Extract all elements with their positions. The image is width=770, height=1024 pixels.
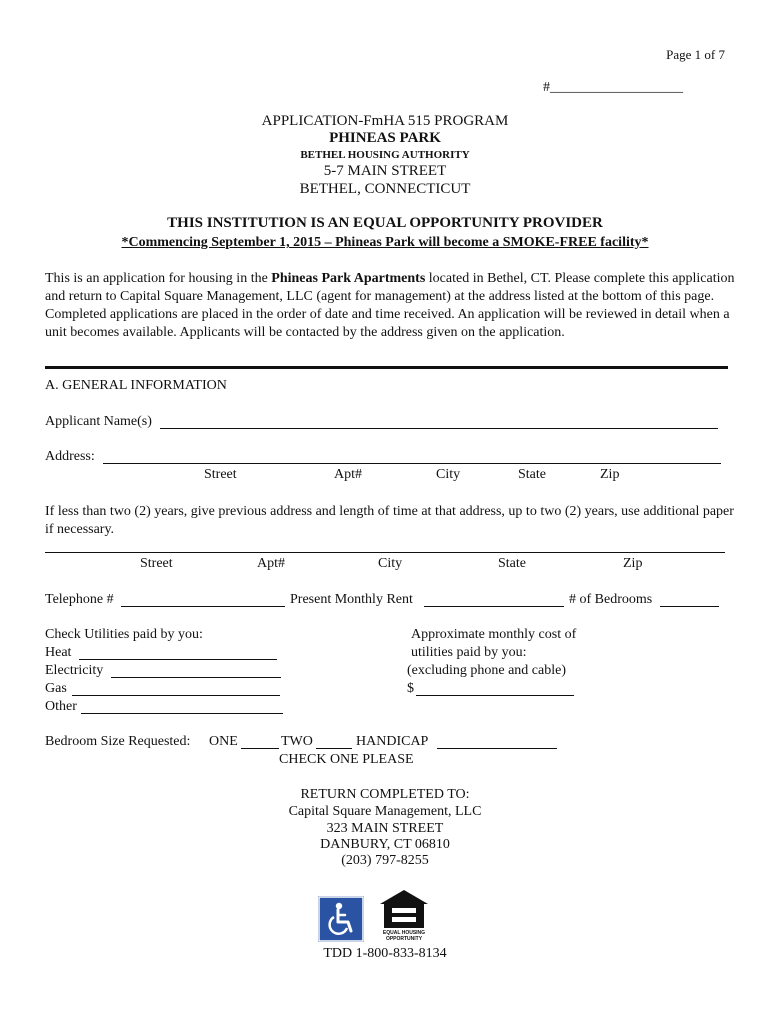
bedrooms-label: # of Bedrooms (569, 592, 653, 607)
return-heading: RETURN COMPLETED TO: (300, 787, 470, 802)
telephone-label: Telephone # (45, 592, 114, 607)
utility-cost-label-3: (excluding phone and cable) (407, 663, 566, 678)
intro-property-bold: Phineas Park Apartments (271, 271, 426, 286)
bedroom-option-one-label: ONE (209, 734, 238, 749)
utility-heat-field[interactable] (79, 659, 277, 660)
return-phone: (203) 797-8255 (341, 853, 429, 868)
prev-col-apt: Apt# (257, 556, 285, 571)
utility-other-field[interactable] (81, 713, 283, 714)
prev-col-state: State (498, 556, 526, 571)
smoke-free-notice: *Commencing September 1, 2015 – Phineas Park will become a SMOKE-FREE facility* (121, 235, 649, 250)
utility-electricity-field[interactable] (111, 677, 281, 678)
prev-col-city: City (378, 556, 403, 571)
section-a-heading: A. GENERAL INFORMATION (45, 378, 227, 393)
intro-text-start: This is an application for housing in the (45, 271, 272, 286)
address-col-street: Street (204, 467, 237, 482)
return-street: 323 MAIN STREET (326, 821, 444, 836)
address-field[interactable] (103, 463, 721, 464)
address-col-state: State (518, 467, 546, 482)
eho-text-line1: EQUAL HOUSING (382, 930, 426, 936)
bedroom-option-one-field[interactable] (241, 748, 279, 749)
address-col-zip: Zip (600, 467, 620, 482)
utility-gas-field[interactable] (72, 695, 280, 696)
section-divider (45, 366, 728, 369)
utility-other-label: Other (45, 699, 77, 714)
bedroom-size-label: Bedroom Size Requested: (45, 734, 191, 749)
applicant-name-field[interactable] (160, 428, 718, 429)
page-number: Page 1 of 7 (666, 47, 725, 62)
eho-text-line2: OPPORTUNITY (385, 936, 423, 942)
utility-heat-label: Heat (45, 645, 72, 660)
monthly-rent-label: Present Monthly Rent (290, 592, 413, 607)
bedroom-option-two-label: TWO (281, 734, 313, 749)
utility-cost-label-1: Approximate monthly cost of (411, 627, 577, 642)
previous-address-field[interactable] (45, 552, 725, 553)
prev-col-zip: Zip (623, 556, 643, 571)
utility-cost-label-2: utilities paid by you: (411, 645, 527, 660)
address-col-city: City (436, 467, 461, 482)
return-company: Capital Square Management, LLC (288, 804, 482, 819)
utilities-heading: Check Utilities paid by you: (45, 627, 203, 642)
utility-cost-field[interactable] (416, 695, 574, 696)
utility-cost-dollar: $ (407, 681, 414, 696)
bedrooms-field[interactable] (660, 606, 719, 607)
utility-gas-label: Gas (45, 681, 67, 696)
monthly-rent-field[interactable] (424, 606, 564, 607)
intro-text-rest: located in Bethel, CT. Please complete this application and return to Capital Square Management, LLC (agent for management) at the address listed at the bottom of this page. Completed applications are placed in the order of date and time received. An application will be reviewed in detail when a unit becomes available. Applicants will be contacted by the address given on the application. (45, 271, 735, 340)
header-property-name: PHINEAS PARK (329, 130, 441, 146)
previous-address-instructions: If less than two (2) years, give previous address and length of time at that address, up to two (2) years, use additional paper if necessary. (45, 504, 734, 537)
equal-housing-logo-icon (376, 888, 432, 944)
tdd-number: TDD 1-800-833-8134 (323, 946, 447, 961)
header-street: 5-7 MAIN STREET (323, 163, 447, 179)
address-col-apt: Apt# (334, 467, 362, 482)
application-number-field[interactable]: #___________________ (543, 80, 683, 95)
header-city: BETHEL, CONNECTICUT (299, 181, 471, 197)
equal-opportunity-notice: THIS INSTITUTION IS AN EQUAL OPPORTUNITY PROVIDER (167, 215, 603, 231)
prev-col-street: Street (140, 556, 173, 571)
intro-paragraph (45, 270, 735, 342)
return-city: DANBURY, CT 06810 (320, 837, 450, 852)
bedroom-option-handicap-field[interactable] (437, 748, 557, 749)
address-label: Address: (45, 449, 95, 464)
bedroom-option-two-field[interactable] (316, 748, 352, 749)
check-one-instruction: CHECK ONE PLEASE (279, 752, 414, 767)
header-program-title: APPLICATION-FmHA 515 PROGRAM (261, 113, 509, 129)
header-authority: BETHEL HOUSING AUTHORITY (300, 149, 470, 161)
bedroom-option-handicap-label: HANDICAP (356, 734, 429, 749)
utility-electricity-label: Electricity (45, 663, 104, 678)
telephone-field[interactable] (121, 606, 285, 607)
applicant-name-label: Applicant Name(s) (45, 414, 152, 429)
accessibility-logo-icon (318, 896, 364, 942)
